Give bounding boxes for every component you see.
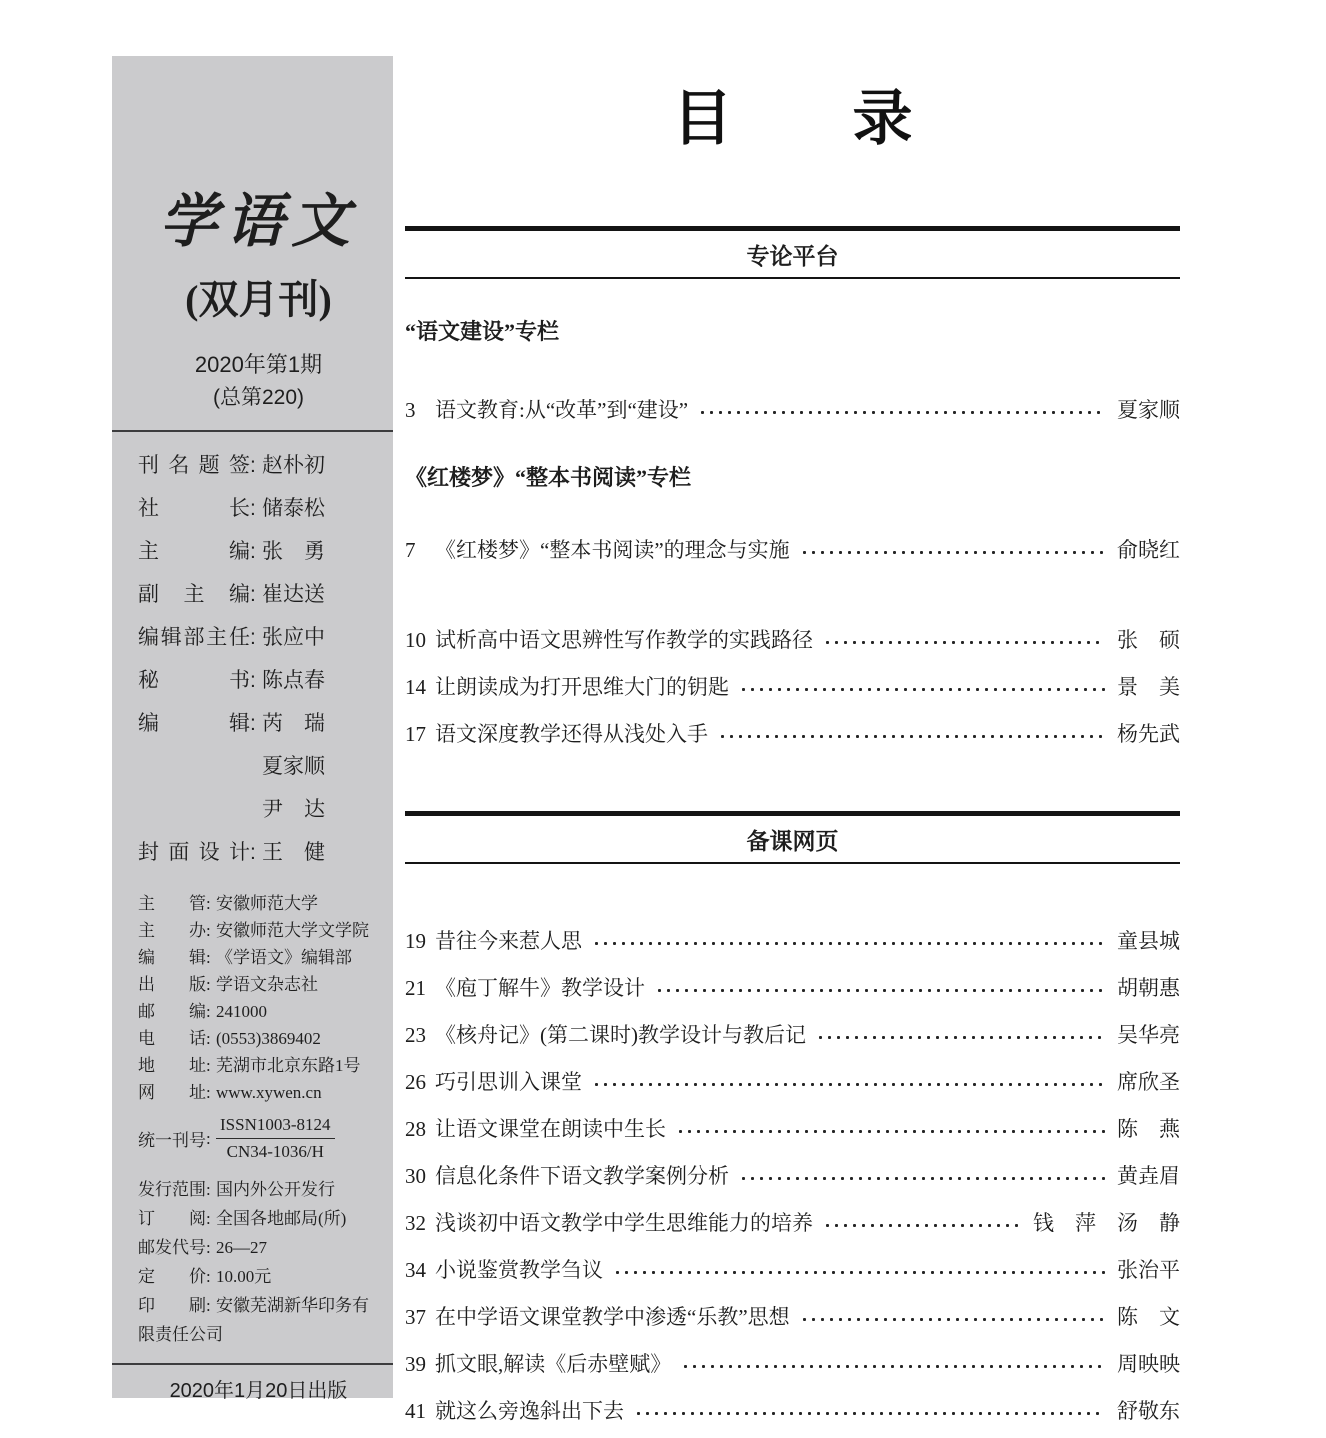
- article-title: 语文深度教学还得从浅处入手: [435, 722, 708, 746]
- article-authors: 周映映: [1117, 1352, 1180, 1376]
- article-title: 语文教育:从“改革”到“建设”: [435, 398, 689, 422]
- info-value: (0553)3869402: [216, 1029, 321, 1048]
- info-row: 出版: 学语文杂志社: [138, 971, 379, 998]
- issn-block: 统一刊号 : $\frac{\text{ISSN1003-8124}}{CN34-1036/H}$: [138, 1114, 379, 1163]
- info-value: 安徽师范大学: [216, 894, 318, 913]
- article-title: 抓文眼,解读《后赤壁赋》: [435, 1352, 672, 1376]
- article-authors: 陈 燕: [1117, 1117, 1180, 1141]
- column-subhead: “语文建设”专栏: [405, 319, 560, 344]
- toc-entry: [405, 1069, 1180, 1095]
- page-number: 30: [405, 1164, 426, 1188]
- info-value: 安徽师范大学文学院: [216, 921, 369, 940]
- article-authors: 张 硕: [1117, 628, 1180, 652]
- info-row: 邮发代号: 26—27: [138, 1233, 379, 1262]
- staff-name: 夏家顺: [262, 755, 325, 778]
- staff-row: 封面设计: 王 健: [138, 831, 379, 874]
- dot-leader: [592, 1082, 1105, 1087]
- staff-label: 主编: [138, 540, 250, 563]
- info-row: 邮编: 241000: [138, 998, 379, 1025]
- page-number: 19: [405, 929, 426, 953]
- info-row: 地址: 芜湖市北京东路1号: [138, 1052, 379, 1079]
- cn-number: CN34-1036/H: [226, 1142, 324, 1161]
- column-subhead: 《红楼梦》“整本书阅读”专栏: [405, 465, 692, 490]
- info-label: 统一刊号: [138, 1131, 206, 1150]
- publisher-list: [138, 890, 379, 1163]
- article-authors: 吴华亮: [1117, 1023, 1180, 1047]
- staff-name: 尹 达: [262, 798, 325, 821]
- staff-label: 秘书: [138, 669, 250, 692]
- dot-leader: [681, 1364, 1105, 1369]
- info-value: 26—27: [216, 1238, 267, 1257]
- toc-entry: [405, 721, 1180, 747]
- staff-row: 编辑: 芮 瑞: [138, 702, 379, 745]
- info-value: 安徽芜湖新华印务有限责任公司: [138, 1296, 369, 1344]
- article-authors: 舒敬东: [1117, 1399, 1180, 1423]
- staff-label: 编辑: [138, 712, 250, 735]
- info-label: 编辑: [138, 948, 206, 967]
- dot-leader: [655, 988, 1105, 993]
- info-label: 发行范围: [138, 1180, 206, 1199]
- staff-label: 刊名题签: [138, 454, 250, 477]
- article-title: 小说鉴赏教学刍议: [435, 1258, 603, 1282]
- staff-label: 编辑部主任: [138, 626, 250, 649]
- info-label: 定价: [138, 1267, 206, 1286]
- divider-line: [112, 430, 393, 432]
- article-authors: 胡朝惠: [1117, 976, 1180, 1000]
- issn-number: ISSN1003-8124: [216, 1114, 335, 1139]
- page-number: 10: [405, 628, 426, 652]
- toc-content: [405, 0, 1180, 1424]
- info-label: 邮编: [138, 1002, 206, 1021]
- info-label: 订阅: [138, 1209, 206, 1228]
- article-title: 昔往今来惹人思: [435, 929, 582, 953]
- dot-leader: [823, 640, 1105, 645]
- issue-total: (总第220): [212, 386, 305, 409]
- article-authors: 景 美: [1117, 675, 1180, 699]
- dot-leader: [718, 734, 1105, 739]
- article-authors: 钱 萍 汤 静: [1033, 1211, 1180, 1235]
- info-value: 《学语文》编辑部: [216, 948, 352, 967]
- dot-leader: [592, 941, 1105, 946]
- page-number: 34: [405, 1258, 426, 1282]
- info-value: 芜湖市北京东路1号: [216, 1056, 361, 1075]
- toc-entry: [405, 1351, 1180, 1377]
- distribution-list: [138, 1175, 379, 1349]
- staff-label: 副主编: [138, 583, 250, 606]
- info-row: 定价: 10.00元: [138, 1262, 379, 1291]
- toc-entry: [405, 627, 1180, 653]
- dot-leader: [634, 1411, 1105, 1416]
- toc-entry: [405, 975, 1180, 1001]
- page-number: 3: [405, 398, 416, 422]
- article-title: 让朗读成为打开思维大门的钥匙: [435, 675, 729, 699]
- info-value: 10.00元: [216, 1267, 272, 1286]
- page-number: 28: [405, 1117, 426, 1141]
- article-authors: 张治平: [1117, 1258, 1180, 1282]
- staff-name: 张 勇: [262, 540, 325, 563]
- article-title: 试析高中语文思辨性写作教学的实践路径: [435, 628, 813, 652]
- info-label: 主办: [138, 921, 206, 940]
- issn-fraction: [216, 1114, 335, 1163]
- toc-entry: [405, 1304, 1180, 1330]
- info-label: 地址: [138, 1056, 206, 1075]
- article-title: 让语文课堂在朗读中生长: [435, 1117, 666, 1141]
- article-authors: 夏家顺: [1117, 398, 1180, 422]
- dot-leader: [739, 687, 1105, 692]
- article-title: 在中学语文课堂教学中渗透“乐教”思想: [435, 1305, 790, 1329]
- info-value: 241000: [216, 1002, 267, 1021]
- publish-date: 2020年1月20日出版: [169, 1380, 348, 1402]
- toc-entry: [405, 1116, 1180, 1142]
- dot-leader: [613, 1270, 1105, 1275]
- info-label: 出版: [138, 975, 206, 994]
- journal-info-sidebar: [112, 56, 393, 1402]
- divider-line: [112, 1363, 393, 1365]
- info-value: www.xywen.cn: [216, 1083, 322, 1102]
- page-number: 7: [405, 538, 416, 562]
- section-header: 备课网页: [405, 811, 1180, 864]
- toc-entry: [405, 1210, 1180, 1236]
- toc-entry: [405, 1398, 1180, 1424]
- staff-row: [138, 745, 379, 788]
- issue-number: 2020年第1期: [194, 352, 323, 377]
- info-label: 网址: [138, 1083, 206, 1102]
- staff-row: 编辑部主任: 张应中: [138, 616, 379, 659]
- staff-name: 王 健: [262, 841, 325, 864]
- toc-entry: [405, 1022, 1180, 1048]
- info-label: 邮发代号: [138, 1238, 206, 1257]
- info-row: 编辑: 《学语文》编辑部: [138, 944, 379, 971]
- info-label: 电话: [138, 1029, 206, 1048]
- article-authors: 席欣圣: [1117, 1070, 1180, 1094]
- info-row: 电话: (0553)3869402: [138, 1025, 379, 1052]
- info-label: 主管: [138, 894, 206, 913]
- page-number: 41: [405, 1399, 426, 1423]
- article-title: 《核舟记》(第二课时)教学设计与教后记: [435, 1023, 806, 1047]
- staff-name: 赵朴初: [262, 454, 325, 477]
- staff-list: [138, 444, 379, 874]
- staff-name: 张应中: [262, 626, 325, 649]
- staff-name: 芮 瑞: [262, 712, 325, 735]
- info-row: 主管: 安徽师范大学: [138, 890, 379, 917]
- article-authors: 童县城: [1117, 929, 1180, 953]
- journal-logo: 学语文: [159, 189, 358, 254]
- dot-leader: [800, 550, 1105, 555]
- article-title: 浅谈初中语文教学中学生思维能力的培养: [435, 1211, 813, 1235]
- staff-row: 副主编: 崔达送: [138, 573, 379, 616]
- article-title: 《庖丁解牛》教学设计: [435, 976, 645, 1000]
- staff-label: 封面设计: [138, 841, 250, 864]
- info-value: 学语文杂志社: [216, 975, 318, 994]
- toc-entry: [405, 1257, 1180, 1283]
- article-title: 巧引思训入课堂: [435, 1070, 582, 1094]
- staff-row: 主编: 张 勇: [138, 530, 379, 573]
- toc-entry: [405, 397, 1180, 423]
- info-row: 印刷: 安徽芜湖新华印务有限责任公司: [138, 1291, 379, 1349]
- page-number: 37: [405, 1305, 426, 1329]
- page-title: 目 录: [672, 85, 913, 152]
- info-row: 主办: 安徽师范大学文学院: [138, 917, 379, 944]
- info-value: 国内外公开发行: [216, 1180, 335, 1199]
- toc-entry: [405, 928, 1180, 954]
- staff-row: 刊名题签: 赵朴初: [138, 444, 379, 487]
- journal-subtitle: (双月刊): [185, 277, 332, 322]
- page-number: 39: [405, 1352, 426, 1376]
- info-row: 订阅: 全国各地邮局(所): [138, 1204, 379, 1233]
- article-title: 信息化条件下语文教学案例分析: [435, 1164, 729, 1188]
- article-authors: 俞晓红: [1117, 538, 1180, 562]
- toc-entry: [405, 1163, 1180, 1189]
- page-number: 14: [405, 675, 426, 699]
- info-row: 发行范围: 国内外公开发行: [138, 1175, 379, 1204]
- staff-label: 社长: [138, 497, 250, 520]
- article-title: 《红楼梦》“整本书阅读”的理念与实施: [435, 538, 790, 562]
- dot-leader: [698, 410, 1105, 415]
- toc-entry: [405, 674, 1180, 700]
- dot-leader: [676, 1129, 1105, 1134]
- staff-row: 秘书: 陈点春: [138, 659, 379, 702]
- staff-name: 崔达送: [262, 583, 325, 606]
- article-authors: 陈 文: [1117, 1305, 1180, 1329]
- article-authors: 杨先武: [1117, 722, 1180, 746]
- info-value: 全国各地邮局(所): [216, 1209, 347, 1228]
- staff-name: 储泰松: [262, 497, 325, 520]
- page-number: 21: [405, 976, 426, 1000]
- dot-leader: [823, 1223, 1021, 1228]
- page-number: 32: [405, 1211, 426, 1235]
- staff-name: 陈点春: [262, 669, 325, 692]
- dot-leader: [800, 1317, 1105, 1322]
- toc-entry: [405, 537, 1180, 563]
- page-number: 17: [405, 722, 426, 746]
- info-row: 网址: www.xywen.cn: [138, 1079, 379, 1106]
- staff-row: [138, 788, 379, 831]
- page-number: 26: [405, 1070, 426, 1094]
- article-title: 就这么旁逸斜出下去: [435, 1399, 624, 1423]
- dot-leader: [739, 1176, 1105, 1181]
- dot-leader: [816, 1035, 1105, 1040]
- staff-row: 社长: 储泰松: [138, 487, 379, 530]
- article-authors: 黄垚眉: [1117, 1164, 1180, 1188]
- page-number: 23: [405, 1023, 426, 1047]
- section-header: 专论平台: [405, 226, 1180, 279]
- info-label: 印刷: [138, 1296, 206, 1315]
